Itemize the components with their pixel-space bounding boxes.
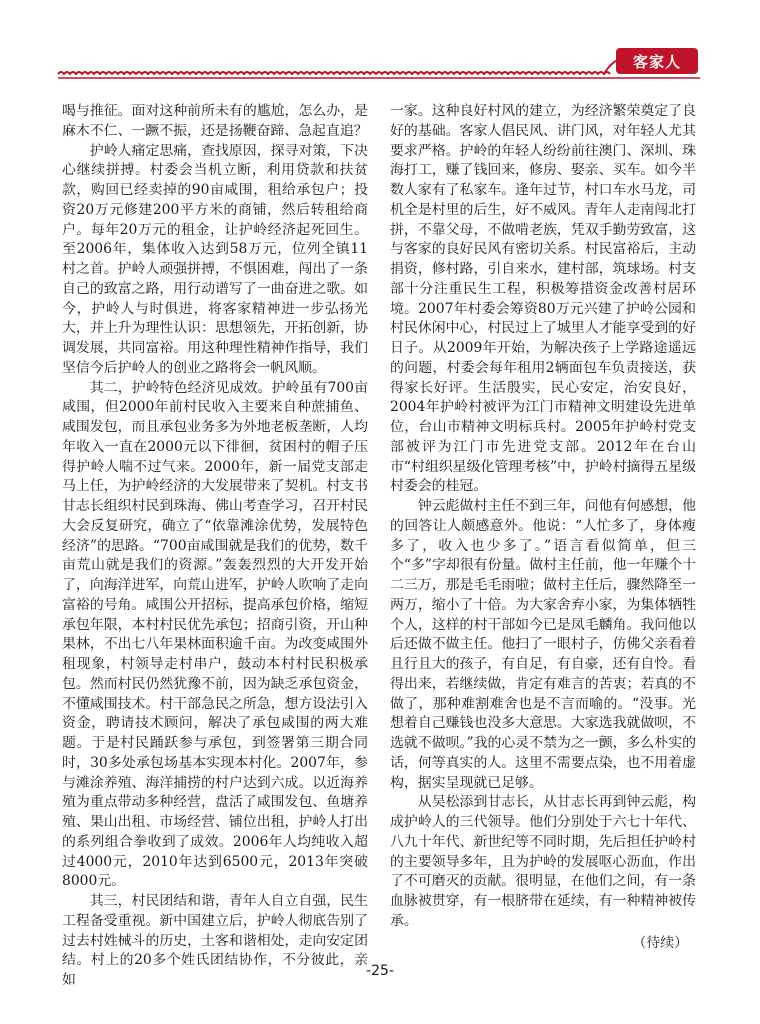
right-column [390, 102, 696, 960]
paragraph: 其二，护岭特色经济见成效。护岭虽有700亩咸围，但2000年前村民收入主要来自种蔗捕鱼、咸围发包，而且承包业务多为外地老板垄断，人均年收入一直在2000元以下徘徊，贫困村的帽子压得护岭人喘不过气来。2000年，新一届党支部走马上任，为护岭经济的大发展带来了契机。村支书甘志长组织村民到珠海、佛山考查学习，召开村民大会反复研究，确立了“依靠滩涂优势，发展特色经济”的思路。“700亩咸围就是我们的优势，数千亩荒山就是我们的资源。”轰轰烈烈的大开发开始了，向海洋进军，向荒山进军，护岭人吹响了走向富裕的号角。咸围公开招标，提高承包价格，缩短承包年限，本村村民优先承包；招商引资，开山种果林，不出七八年果林面积逾千亩。为改变咸围外租现象，村领导走村串户，鼓动本村村民积极承包。然而村民仍然犹豫不前，因为缺乏承包资金，不懂咸围技术。村干部急民之所急，想方设法引入资金，聘请技术顾问，解决了承包咸围的两大难题。于是村民踊跃参与承包，到签署第三期合同时，30多处承包场基本实现本村化。2007年，参与滩涂养殖、海洋捕捞的村户达到六成。以近海养殖为重点带动多种经营，盘活了咸围发包、鱼塘养殖、果山出租、市场经营、铺位出租，护岭人打出的系列组合拳收到了成效。2006年人均纯收入超过4000元，2010年达到6500元，2013年突破8000元。 [62, 379, 368, 890]
page-header [0, 0, 760, 90]
paragraph: 喝与推征。面对这种前所未有的尴尬，怎么办，是麻木不仁、一蹶不振，还是扬鞭奋蹄、急起直追？ [62, 103, 368, 139]
to-be-continued: （待续） [632, 934, 688, 951]
header-wave-rule [0, 0, 760, 90]
paragraph: 护岭人痛定思痛，查找原因，探寻对策，下决心继续拼搏。村委会当机立断，利用贷款和扶贫款，购回已经卖掉的90亩咸围，租给承包户；投资20万元修建200平方米的商铺，然后转租给商户。每年20万元的租金，让护岭经济起死回生。至2006年，集体收入达到58万元，位列全镇11村之首。护岭人顽强拼搏，不惧困难，闯出了一条自己的致富之路，用行动谱写了一曲奋进之歌。如今，护岭人与时俱进，将客家精神进一步弘扬光大，并上升为理性认识：思想领先，开拓创新，协调发展，共同富裕。用这种理性精神作指导，我们坚信今后护岭人的创业之路将会一帆风顺。 [62, 142, 368, 376]
left-column [62, 102, 368, 988]
section-tag: 客家人 [616, 48, 698, 74]
paragraph: 从吴松添到甘志长，从甘志长再到钟云彪，构成护岭人的三代领导。他们分别处于六七十年代、八九十年代、新世纪等不同时期，先后担任护岭村的主要领导多年，且为护岭的发展呕心沥血，作出了不可磨灭的贡献。很明显，在他们之间，有一条血脉被贯穿，有一根脐带在延续，有一种精神被传承。 [390, 794, 696, 929]
paragraph: 钟云彪做村主任不到三年，问他有何感想，他的回答让人颇感意外。他说：“人忙多了，身体瘦多了，收入也少多了。”语言看似简单，但三个“多”字却很有份量。做村主任前，他一年赚个十二三万，那是毛毛雨啦；做村主任后，骤然降至一两万，缩小了十倍。为大家舍弃小家，为集体牺牲个人，这样的村干部如今已是凤毛麟角。我问他以后还做不做主任。他扫了一眼村子，仿佛父亲看着且行且大的孩子，有自足，有自豪，还有自怜。看得出来，若继续做，肯定有难言的苦衷；若真的不做了，那种难割难舍也是不言而喻的。“没事。光想着自己赚钱也没多大意思。大家选我就做呗，不选就不做呗。”我的心灵不禁为之一颤，多么朴实的话，何等真实的人。这里不需要点染，也不用着虚构，据实呈现就已足够。 [390, 498, 696, 791]
page-number: -25- [366, 963, 394, 979]
wavy-rule [58, 72, 610, 74]
paragraph: 其三，村民团结和谐，青年人自立自强，民生工程备受重视。新中国建立后，护岭人彻底告别了过去村姓械斗的历史，土客和谐相处，走向安定团结。村上的20多个姓氏团结协作，不分彼此，亲如 [62, 893, 368, 988]
paragraph: 一家。这种良好村风的建立，为经济繁荣奠定了良好的基础。客家人倡民风、讲门风，对年轻人尤其要求严格。护岭的年轻人纷纷前往澳门、深圳、珠海打工，赚了钱回来，修房、娶亲、买车。如今半数人家有了私家车。逢年过节，村口车水马龙，司机全是村里的后生，好不威风。青年人走南闯北打拼，不靠父母，不做啃老族，凭双手勤劳致富，这与客家的良好民风有密切关系。村民富裕后，主动捐资，修村路，引自来水，建村部，筑球场。村支部十分注重民生工程，积极筹措资金改善村居环境。2007年村委会筹资80万元兴建了护岭公园和村民休闲中心，村民过上了城里人才能享受到的好日子。从2009年开始，为解决孩子上学路途遥远的问题，村委会每年租用2辆面包车负责接送，获得家长好评。生活殷实，民心安定，治安良好，2004年护岭村被评为江门市精神文明建设先进单位，台山市精神文明标兵村。2005年护岭村党支部被评为江门市先进党支部。2012年在台山市“村组织星级化管理考核”中，护岭村摘得五星级村委会的桂冠。 [390, 103, 696, 495]
